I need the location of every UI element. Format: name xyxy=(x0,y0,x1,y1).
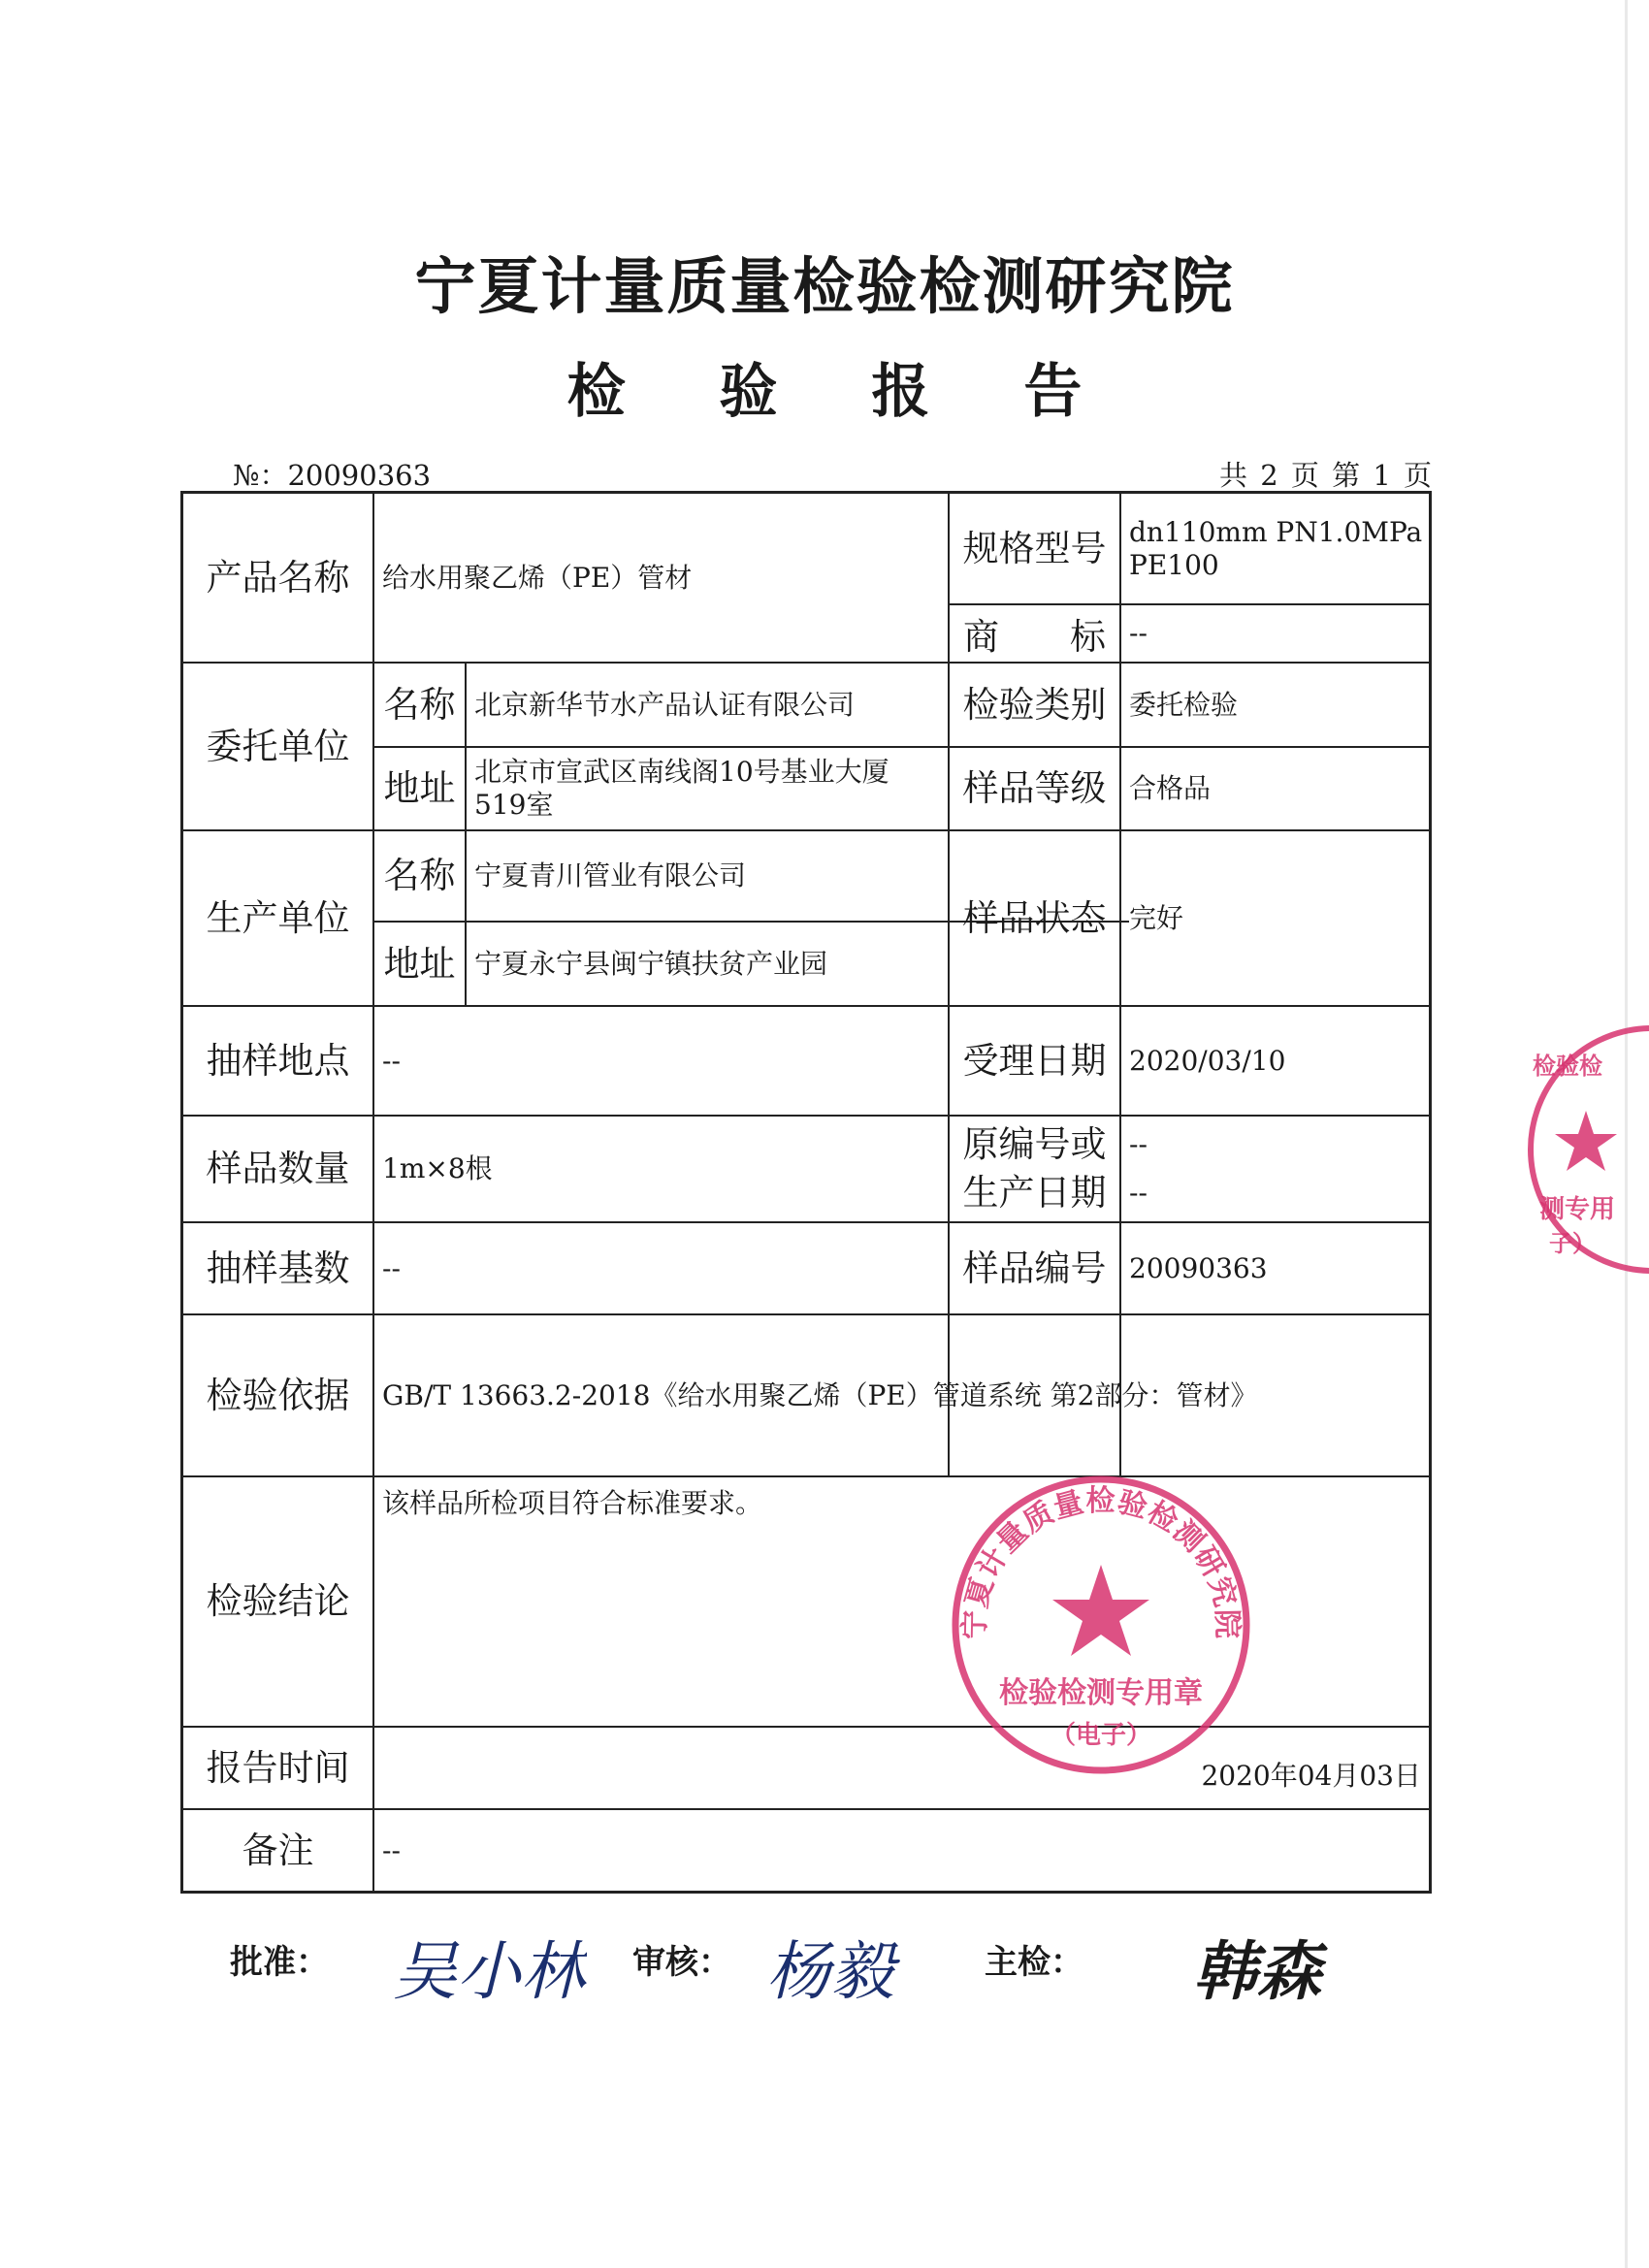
inspect-signature-name: 韩森 xyxy=(1193,1933,1321,2009)
edge-stamp-star-icon xyxy=(1555,1111,1617,1171)
sampling-place-label: 抽样地点 xyxy=(206,1039,350,1082)
brand-label-b: 标 xyxy=(1070,616,1106,658)
inspection-type-label: 检验类别 xyxy=(962,683,1107,726)
edge-stamp-text-1: 检验检 xyxy=(1533,1053,1602,1080)
edge-stamp-text-3: 子） xyxy=(1549,1230,1596,1257)
page-count: 共 2 页 第 1 页 xyxy=(1219,459,1434,492)
report-number: №：20090363 xyxy=(233,459,432,492)
inspect-label: 主检： xyxy=(985,1943,1083,1982)
conclusion-value: 该样品所检项目符合标准要求。 xyxy=(382,1487,763,1519)
institution-title: 宁夏计量质量检验检测研究院 xyxy=(414,251,1235,322)
producer-addr-value: 宁夏永宁县闽宁镇扶贫产业园 xyxy=(474,947,828,980)
edge-stamp-text-2: 测专用 xyxy=(1539,1195,1616,1224)
inspection-type-value: 委托检验 xyxy=(1129,688,1239,721)
client-addr-value xyxy=(467,748,948,829)
brand-label xyxy=(950,605,1119,662)
product-name-value: 给水用聚乙烯（PE）管材 xyxy=(382,561,693,594)
stamp-center-text: 检验检测专用章 xyxy=(999,1676,1203,1710)
sample-qty-label: 样品数量 xyxy=(206,1148,350,1189)
client-addr-label: 地址 xyxy=(383,767,456,809)
spec-line-1: dn110mm PN1.0MPa xyxy=(1129,515,1423,548)
conclusion-label: 检验结论 xyxy=(206,1580,350,1622)
sample-no-value: 20090363 xyxy=(1129,1251,1268,1284)
client-addr-line-1: 北京市宣武区南线阁10号基业大厦 xyxy=(474,756,889,788)
approve-signature-name: 吴小林 xyxy=(393,1934,585,2009)
remark-value: -- xyxy=(382,1834,401,1866)
producer-name-label: 名称 xyxy=(383,855,456,896)
client-name-value: 北京新华节水产品认证有限公司 xyxy=(474,688,856,721)
official-stamp xyxy=(946,1470,1256,1780)
sample-state-label: 样品状态 xyxy=(962,896,1107,939)
basis-value: GB/T 13663.2-2018《给水用聚乙烯（PE）管道系统 第2部分：管材》 xyxy=(382,1378,1258,1411)
accept-date-label: 受理日期 xyxy=(962,1039,1107,1082)
stamp-bottom-text: （电子） xyxy=(1050,1721,1152,1750)
approve-label: 批准： xyxy=(230,1943,329,1982)
inspect-signature xyxy=(1193,1916,1358,2023)
client-label: 委托单位 xyxy=(206,725,350,767)
brand-label-a: 商 xyxy=(963,616,999,658)
sampling-place-value: -- xyxy=(382,1044,401,1077)
sample-qty-value: 1m×8根 xyxy=(382,1152,493,1184)
sampling-base-value: -- xyxy=(382,1251,401,1284)
spec-line-2: PE100 xyxy=(1129,548,1219,581)
sampling-base-label: 抽样基数 xyxy=(206,1247,350,1289)
stamp-ring-text: 宁夏计量质量检验检测研究院 xyxy=(957,1483,1245,1640)
brand-value: -- xyxy=(1129,617,1148,649)
sample-grade-value: 合格品 xyxy=(1129,772,1212,804)
basis-label: 检验依据 xyxy=(206,1374,350,1416)
original-no-value xyxy=(1121,1117,1429,1221)
original-no-value-2: -- xyxy=(1129,1177,1148,1209)
sample-no-label: 样品编号 xyxy=(962,1247,1107,1289)
original-no-label xyxy=(950,1117,1119,1221)
report-time-value: 2020年04月03日 xyxy=(1201,1760,1421,1792)
original-no-value-1: -- xyxy=(1129,1128,1148,1160)
producer-addr-label: 地址 xyxy=(383,942,456,985)
producer-label: 生产单位 xyxy=(206,896,350,939)
spec-label: 规格型号 xyxy=(962,527,1107,569)
report-time-label: 报告时间 xyxy=(206,1746,350,1789)
producer-name-value: 宁夏青川管业有限公司 xyxy=(474,859,747,891)
original-no-label-1: 原编号或 xyxy=(962,1123,1107,1165)
review-signature-name: 杨毅 xyxy=(766,1934,894,2009)
accept-date-value: 2020/03/10 xyxy=(1129,1044,1286,1077)
stamp-star-icon xyxy=(1052,1565,1149,1656)
sample-grade-label: 样品等级 xyxy=(962,767,1107,809)
sample-state-value: 完好 xyxy=(1129,901,1184,934)
review-signature xyxy=(766,1916,922,2023)
report-title: 检 验 报 告 xyxy=(566,358,1119,426)
client-addr-line-2: 519室 xyxy=(474,789,554,821)
edge-stamp xyxy=(1508,1014,1649,1285)
client-name-label: 名称 xyxy=(383,683,456,726)
original-no-label-2: 生产日期 xyxy=(962,1172,1107,1214)
review-label: 审核： xyxy=(632,1943,731,1982)
remark-label: 备注 xyxy=(242,1830,314,1871)
approve-signature xyxy=(393,1916,587,2023)
product-name-label: 产品名称 xyxy=(206,556,350,599)
spec-value xyxy=(1121,494,1429,603)
